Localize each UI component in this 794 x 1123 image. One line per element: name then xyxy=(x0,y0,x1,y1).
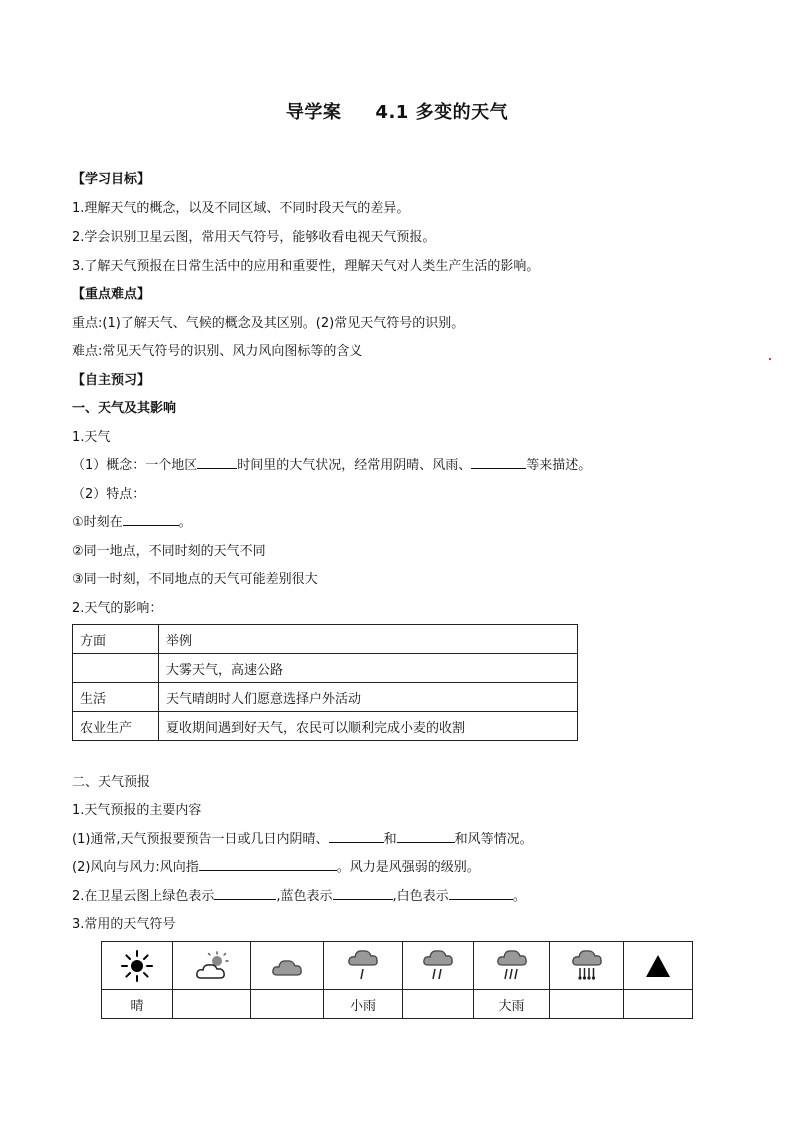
feature-2: ②同一地点，不同时刻的天气不同 xyxy=(72,544,266,559)
table-cell xyxy=(251,942,324,990)
forecast-line-1: (1)通常,天气预报要预告一日或几日内阴晴、 和 和风等情况。 xyxy=(72,832,533,847)
table-cell xyxy=(324,942,403,990)
goals-header: 【学习目标】 xyxy=(72,172,151,187)
table-cell xyxy=(403,942,474,990)
weather-title: 1.天气 xyxy=(72,430,111,445)
table-cell[interactable] xyxy=(73,654,159,683)
table-cell: 农业生产 xyxy=(73,712,159,741)
forecast-line-3: 2.在卫星云图上绿色表示 ,蓝色表示 ,白色表示 。 xyxy=(72,889,526,904)
table-cell: 天气晴朗时人们愿意选择户外活动 xyxy=(159,683,578,712)
symbol-label[interactable] xyxy=(550,990,624,1019)
key-header: 【重点难点】 xyxy=(72,287,151,302)
blank-blue[interactable] xyxy=(333,887,393,900)
table-header-cell: 方面 xyxy=(73,625,159,654)
key-point: 重点:(1)了解天气、气候的概念及其区别。(2)常见天气符号的识别。 xyxy=(72,316,465,331)
overcast-icon xyxy=(271,954,303,978)
table-cell xyxy=(474,942,550,990)
light-rain-icon xyxy=(347,948,379,984)
goal-3: 3.了解天气预报在日常生活中的应用和重要性，理解天气对人类生产生活的影响。 xyxy=(72,259,540,274)
symbol-label[interactable] xyxy=(173,990,251,1019)
table-cell xyxy=(173,942,251,990)
forecast-content-title: 1.天气预报的主要内容 xyxy=(72,803,202,818)
rainstorm-icon xyxy=(571,948,603,984)
partly-cloudy-icon xyxy=(195,951,229,981)
part2-title: 二、天气预报 xyxy=(72,775,151,790)
table-row xyxy=(73,712,578,741)
feature-3: ③同一时刻，不同地点的天气可能差别很大 xyxy=(72,572,318,587)
symbol-icon-row xyxy=(102,942,693,990)
table-cell: 夏收期间遇到好天气，农民可以顺利完成小麦的收割 xyxy=(159,712,578,741)
stray-mark xyxy=(769,358,771,360)
impact-table xyxy=(72,624,578,741)
symbol-label[interactable] xyxy=(624,990,693,1019)
symbol-label: 大雨 xyxy=(474,990,550,1019)
table-cell xyxy=(102,942,173,990)
symbols-title: 3.常用的天气符号 xyxy=(72,917,176,932)
weather-symbol-table xyxy=(101,941,693,1019)
page-title xyxy=(0,98,794,124)
table-cell xyxy=(624,942,693,990)
blank-white[interactable] xyxy=(449,887,513,900)
goal-1: 1.理解天气的概念，以及不同区域、不同时段天气的差异。 xyxy=(72,201,410,216)
goal-2: 2.学会识别卫星云图，常用天气符号，能够收看电视天气预报。 xyxy=(72,230,436,245)
title-lesson: 4.1 多变的天气 xyxy=(375,102,509,123)
table-header-row xyxy=(73,625,578,654)
moderate-rain-icon xyxy=(422,948,454,984)
table-cell: 大雾天气，高速公路 xyxy=(159,654,578,683)
symbol-label-row xyxy=(102,990,693,1019)
blank-wind-direction[interactable] xyxy=(199,858,337,871)
forecast-line-2: (2)风向与风力:风向指 。风力是风强弱的级别。 xyxy=(72,860,480,875)
symbol-label[interactable] xyxy=(403,990,474,1019)
preview-header: 【自主预习】 xyxy=(72,373,151,388)
title-prefix: 导学案 xyxy=(285,102,342,123)
impact-title: 2.天气的影响： xyxy=(72,601,163,616)
symbol-label: 晴 xyxy=(102,990,173,1019)
feature-title: （2）特点： xyxy=(72,487,146,502)
feature-1: ①时刻在 。 xyxy=(72,515,192,530)
blank-green[interactable] xyxy=(214,887,276,900)
sun-icon xyxy=(121,950,153,982)
heavy-rain-icon xyxy=(496,948,528,984)
blank-feature[interactable] xyxy=(123,513,179,526)
symbol-label[interactable] xyxy=(251,990,324,1019)
table-row xyxy=(73,683,578,712)
table-cell xyxy=(550,942,624,990)
blank-concept-time[interactable] xyxy=(197,456,237,469)
table-cell: 生活 xyxy=(73,683,159,712)
blank-forecast-1[interactable] xyxy=(329,830,384,843)
blank-concept-elements[interactable] xyxy=(471,456,526,469)
blank-forecast-2[interactable] xyxy=(397,830,455,843)
hail-triangle-icon xyxy=(645,954,671,978)
difficulty-point: 难点:常见天气符号的识别、风力风向图标等的含义 xyxy=(72,344,363,359)
concept-line: （1）概念：一个地区 时间里的大气状况，经常用阴晴、风雨、 等来描述。 xyxy=(72,458,592,473)
table-header-cell: 举例 xyxy=(159,625,578,654)
symbol-label: 小雨 xyxy=(324,990,403,1019)
part1-title: 一、天气及其影响 xyxy=(72,401,177,416)
table-row xyxy=(73,654,578,683)
